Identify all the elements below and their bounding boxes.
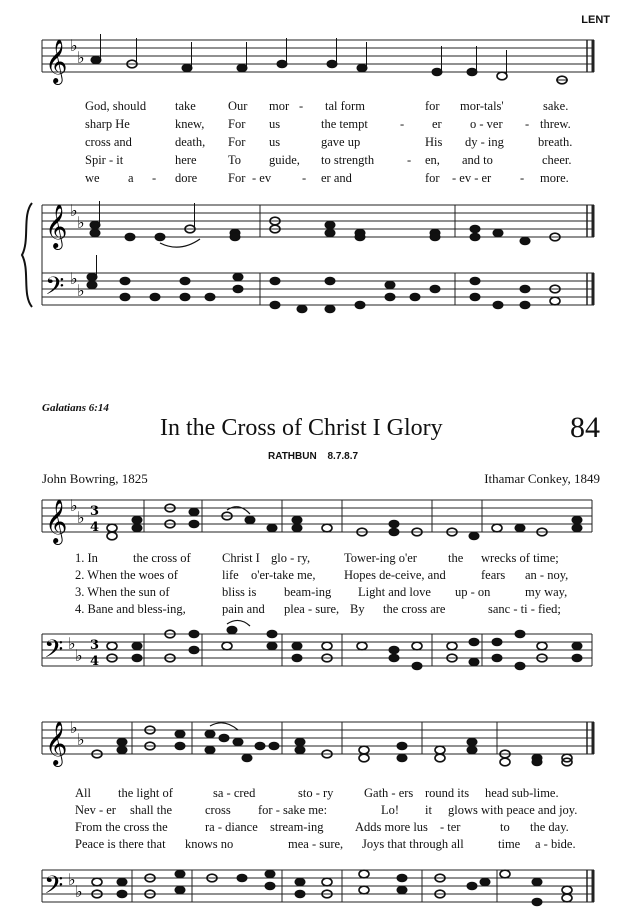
svg-text:♭: ♭ bbox=[77, 730, 85, 749]
tune-name: RATHBUN bbox=[268, 451, 317, 462]
svg-text:3: 3 bbox=[90, 638, 100, 653]
verse-1-line-1: 1. In the cross of Christ I glo - ry, Tower-ing o'er the wrecks of time; bbox=[75, 551, 559, 565]
prev-verse-5: we a - dore For - ev - er and for - ev - er - more. bbox=[85, 171, 569, 185]
svg-text:𝄢: 𝄢 bbox=[45, 272, 65, 307]
svg-text:♭: ♭ bbox=[70, 201, 78, 220]
svg-text:𝄞: 𝄞 bbox=[45, 39, 68, 83]
svg-text:♭: ♭ bbox=[75, 646, 83, 665]
accompaniment-grand-staff-top bbox=[20, 195, 620, 325]
svg-text:♭: ♭ bbox=[77, 213, 85, 232]
svg-text:𝄞: 𝄞 bbox=[45, 721, 68, 765]
svg-text:𝄞: 𝄞 bbox=[45, 204, 68, 248]
verse-3-line-1: 3. When the sun of bliss is beam-ing Light and love up - on my way, bbox=[75, 585, 568, 599]
svg-text:♭: ♭ bbox=[68, 870, 76, 889]
svg-text:♭: ♭ bbox=[70, 718, 78, 737]
svg-text:𝄢: 𝄢 bbox=[44, 871, 64, 906]
verse-4-line-1: 4. Bane and bless-ing, pain and plea - sure, By the cross are sanc - ti - fied; bbox=[75, 602, 561, 616]
scripture-reference: Galatians 6:14 bbox=[42, 402, 109, 414]
prev-verse-2: sharp He knew, For us the tempt - er o - ver - threw. bbox=[85, 117, 571, 131]
svg-text:♭: ♭ bbox=[68, 634, 76, 653]
svg-text:♭: ♭ bbox=[75, 882, 83, 901]
svg-text:♭: ♭ bbox=[70, 269, 78, 288]
verse-2-line-2: Nev - er shall the cross for - sake me: Lo! it glows with peace and joy. bbox=[75, 803, 578, 817]
hymn-number: 84 bbox=[570, 411, 600, 444]
verse-3-line-2: From the cross the ra - diance stream-ing Adds more lus - ter to the day. bbox=[75, 820, 569, 834]
treble-staff-system-1 bbox=[42, 496, 602, 546]
text-author: John Bowring, 1825 bbox=[42, 471, 148, 486]
prev-verse-3: cross and death, For us gave up His dy - ing breath. bbox=[85, 135, 573, 149]
meter: 8.7.8.7 bbox=[327, 451, 359, 462]
svg-text:𝄞: 𝄞 bbox=[45, 499, 68, 543]
svg-text:4: 4 bbox=[90, 654, 100, 669]
treble-staff-system-2 bbox=[42, 718, 602, 768]
melody-staff-top bbox=[42, 36, 602, 85]
tune-info bbox=[268, 451, 358, 462]
verse-1-line-2: All the light of sa - cred sto - ry Gath - ers round its head sub-lime. bbox=[75, 786, 559, 800]
prev-verse-4: Spir - it here To guide, to strength - en, and to cheer. bbox=[85, 153, 572, 167]
svg-text:♭: ♭ bbox=[77, 281, 85, 300]
prev-verse-1: God, should take Our mor - tal form for mor-tals' sake. bbox=[85, 99, 569, 113]
svg-text:4: 4 bbox=[90, 520, 100, 535]
svg-text:♭: ♭ bbox=[70, 36, 78, 55]
time-signature: 3 bbox=[90, 504, 100, 519]
composer: Ithamar Conkey, 1849 bbox=[484, 471, 600, 486]
bass-staff-system-2 bbox=[42, 864, 602, 914]
verse-2-line-1: 2. When the woes of life o'er-take me, Hopes de-ceive, and fears an - noy, bbox=[75, 568, 569, 582]
hymn-title: In the Cross of Christ I Glory bbox=[160, 415, 443, 441]
svg-text:♭: ♭ bbox=[77, 508, 85, 527]
bass-staff-system-1 bbox=[42, 630, 602, 680]
section-label: LENT bbox=[581, 14, 610, 26]
svg-text:♭: ♭ bbox=[77, 48, 85, 67]
svg-text:𝄢: 𝄢 bbox=[44, 635, 64, 670]
svg-text:♭: ♭ bbox=[70, 496, 78, 515]
verse-4-line-2: Peace is there that knows no mea - sure, Joys that through all time a - bide. bbox=[75, 837, 576, 851]
